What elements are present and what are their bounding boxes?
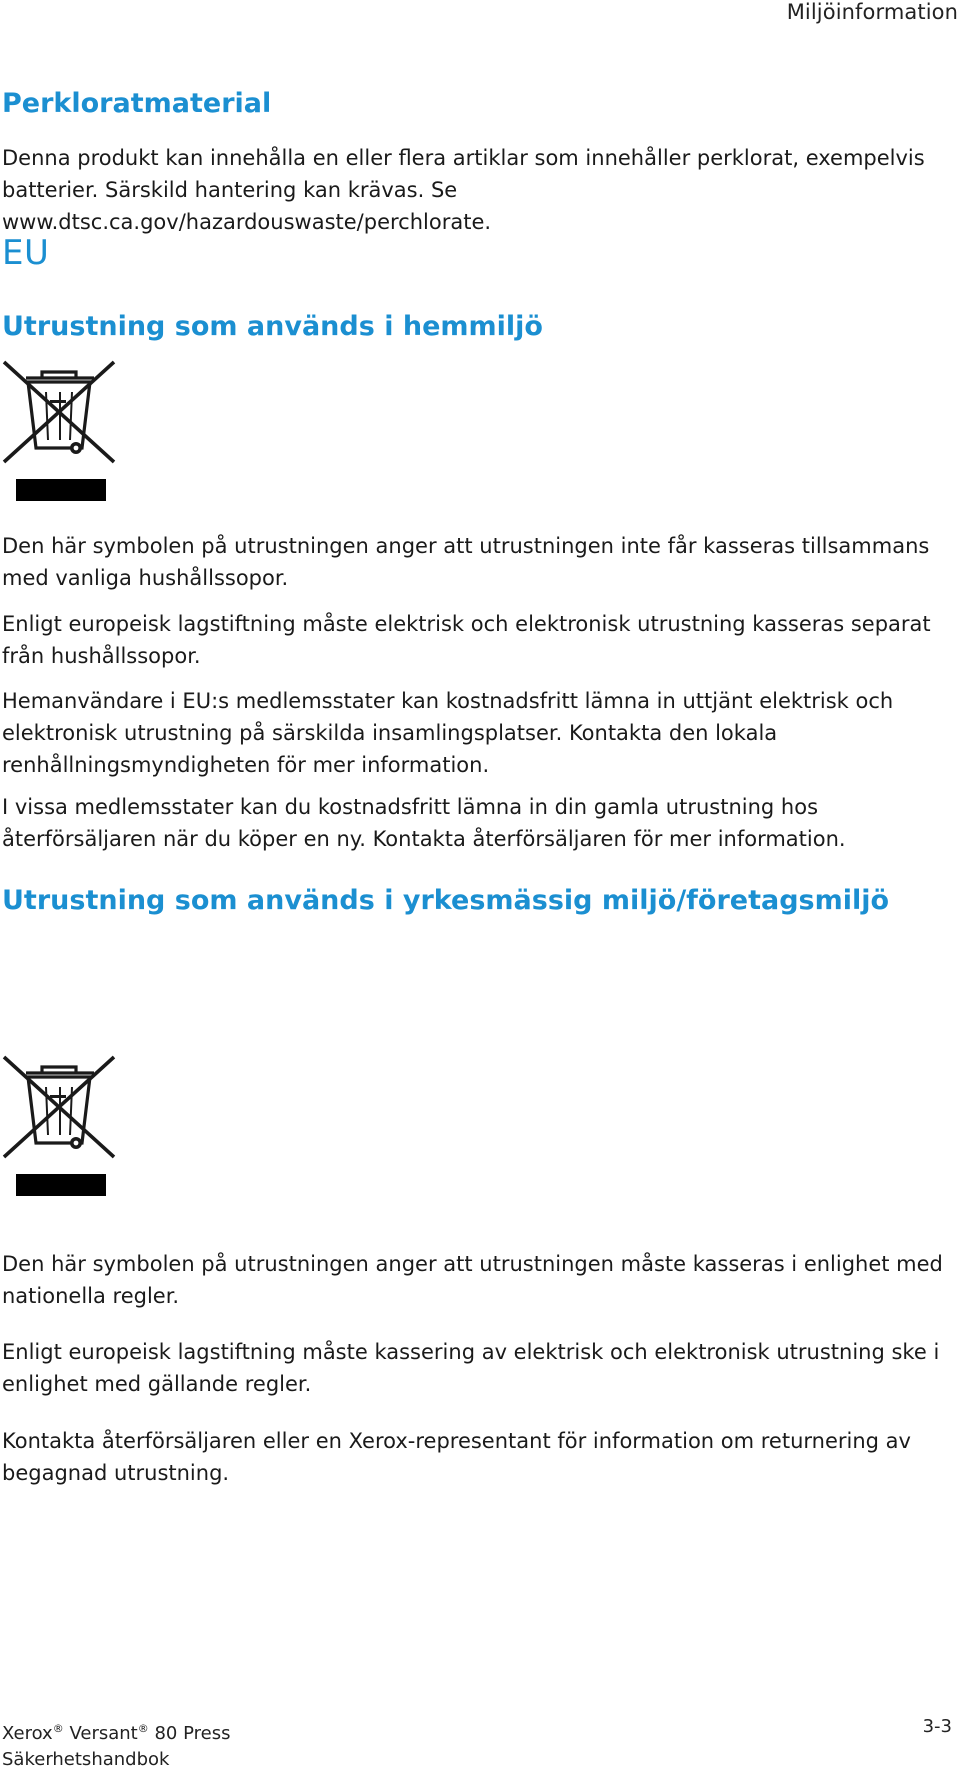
professional-paragraph-3: Kontakta återförsäljaren eller en Xerox-representant för information om returnering av begagnad utrustning. xyxy=(2,1429,911,1485)
footer-product-info xyxy=(2,1716,230,1773)
professional-paragraph-1: Den här symbolen på utrustningen anger att utrustningen måste kasseras i enlighet med nationella regler. xyxy=(2,1252,943,1308)
weee-crossed-bin-icon xyxy=(2,1053,120,1213)
professional-heading: Utrustning som används i yrkesmässig miljö/företagsmiljö xyxy=(2,885,890,916)
footer-model: 80 Press xyxy=(154,1723,231,1744)
running-header: Miljöinformation xyxy=(786,0,958,24)
footer-reg-mark: ® xyxy=(52,1722,64,1735)
eu-heading: EU xyxy=(2,233,50,273)
household-paragraph-3: Hemanvändare i EU:s medlemsstater kan kostnadsfritt lämna in uttjänt elektrisk och elektronisk utrustning på särskilda insamlingsplatser. Kontakta den lokala renhållningsmyndigheten för mer information. xyxy=(2,689,894,777)
household-paragraph-2: Enligt europeisk lagstiftning måste elektrisk och elektronisk utrustning kasseras separat från hushållssopor. xyxy=(2,612,931,668)
footer-reg-mark-2: ® xyxy=(137,1722,149,1735)
perchlorate-paragraph: Denna produkt kan innehålla en eller flera artiklar som innehåller perklorat, exempelvis batterier. Särskild hantering kan krävas. Se www.dtsc.ca.gov/hazardouswaste/perchlorate. xyxy=(2,146,925,234)
footer-guide-title: Säkerhetshandbok xyxy=(2,1749,170,1770)
footer-product: Versant xyxy=(69,1723,138,1744)
footer-brand: Xerox xyxy=(2,1723,53,1744)
household-paragraph-4: I vissa medlemsstater kan du kostnadsfritt lämna in din gamla utrustning hos återförsäljaren när du köper en ny. Kontakta återförsäljaren för mer information. xyxy=(2,795,846,851)
perchlorate-heading: Perkloratmaterial xyxy=(2,88,272,119)
household-heading: Utrustning som används i hemmiljö xyxy=(2,311,543,342)
weee-crossed-bin-icon xyxy=(2,358,120,518)
professional-paragraph-2: Enligt europeisk lagstiftning måste kassering av elektrisk och elektronisk utrustning ske i enlighet med gällande regler. xyxy=(2,1340,940,1396)
household-paragraph-1: Den här symbolen på utrustningen anger att utrustningen inte får kasseras tillsammans med vanliga hushållssopor. xyxy=(2,534,930,590)
footer-page-number: 3-3 xyxy=(922,1716,952,1737)
footer-product-line xyxy=(2,1716,230,1747)
